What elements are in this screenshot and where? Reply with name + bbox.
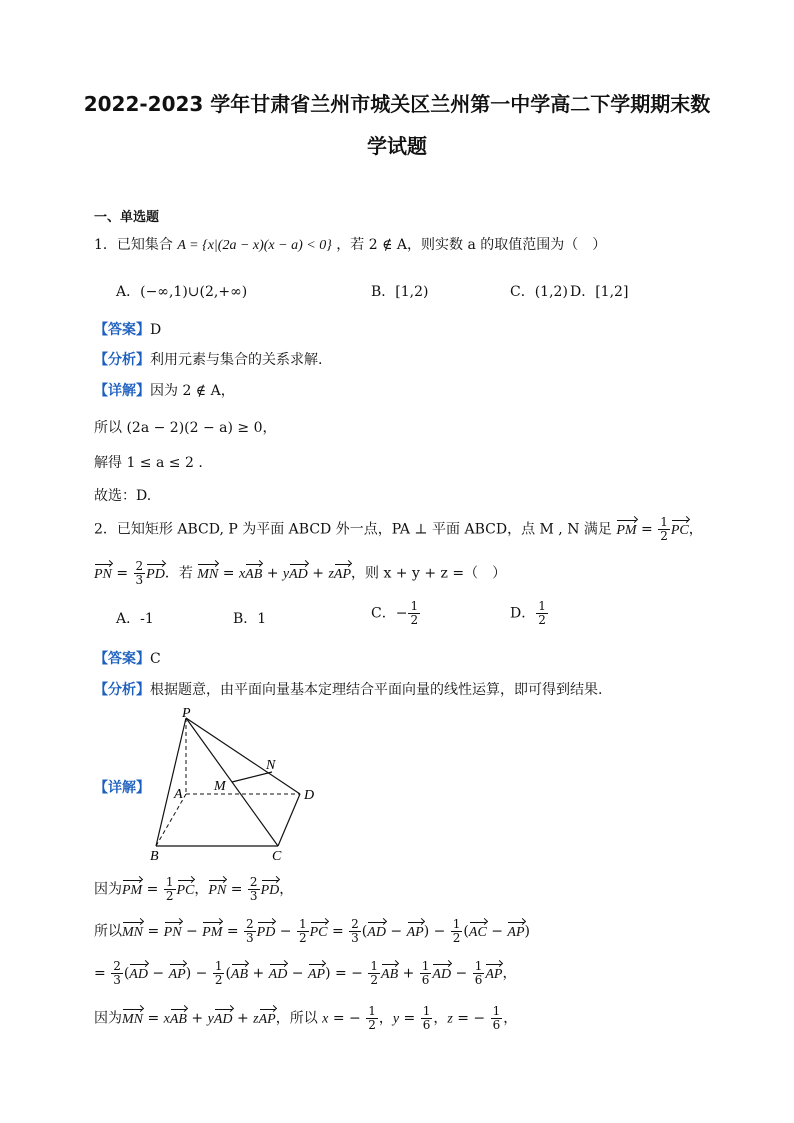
label-n: N: [266, 758, 276, 773]
q2-analysis-text: 根据题意，由平面向量基本定理结合平面向量的线性运算，即可得到结果.: [150, 682, 603, 698]
vector-pc: PC: [670, 522, 689, 538]
fraction-two-thirds: $\frac{2}{3}$: [135, 559, 144, 587]
q1-option-b: B．[1,2): [371, 284, 429, 300]
q1-answer-value: D: [150, 322, 162, 338]
edge-pd: [186, 718, 300, 794]
q1-analysis-text: 利用元素与集合的关系求解.: [150, 352, 323, 368]
vector-pm: PM: [616, 522, 637, 538]
label-m: M: [214, 779, 226, 794]
pyramid-figure: [148, 706, 348, 866]
answer-tag: 【答案】: [94, 322, 150, 338]
vector-mn: MN: [197, 566, 219, 582]
q2-detail-because: 因为PM = $\frac{1}{2}$ PC，PN = $\frac{2}{3}$ PD，: [94, 875, 294, 903]
q2-stem-line1: 2．已知矩形 ABCD, P 为平面 ABCD 外一点，PA ⊥ 平面 ABCD，点 M , N 满足 PM = $\frac{1}{2}$ PC，: [94, 515, 703, 543]
q2-option-b: B．1: [233, 611, 267, 627]
q2-analysis: 【分析】根据题意，由平面向量基本定理结合平面向量的线性运算，即可得到结果.: [94, 682, 603, 698]
q1-analysis: [94, 349, 322, 369]
q2-if-text: ．若: [164, 565, 193, 582]
label-d: D: [304, 788, 315, 803]
q2-option-d: D． $\frac{1}{2}$: [510, 599, 546, 627]
q1-detail: [94, 380, 235, 400]
q2-detail-derivation2: = $\frac{2}{3}$ (AD − AP) − $\frac{1}{2}$ (AB + AD − AP) = − $\frac{1}{2}$ AB + $\frac{1}{6}$ AD − $\frac{1}{6}$ AP，: [94, 959, 517, 987]
q2-stem-text: 2．已知矩形 ABCD, P 为平面 ABCD 外一点，PA ⊥ 平面 ABCD，点 M , N 满足: [94, 521, 612, 538]
label-c: C: [272, 849, 282, 864]
q1-stem: [94, 234, 606, 254]
label-p: P: [182, 706, 191, 721]
detail-tag: 【详解】: [94, 383, 150, 399]
q1-detail-line1: 因为 2 ∉ A，: [150, 383, 235, 399]
label-b: B: [150, 849, 159, 864]
q1-detail-line4: 故选：D.: [94, 488, 152, 504]
vector-pn: PN: [94, 566, 112, 582]
label-a: A: [174, 787, 183, 802]
q2-ask-text: ，则 x + y + z =（ ）: [351, 565, 507, 582]
fraction-one-half: $\frac{1}{2}$: [660, 515, 668, 543]
q2-answer-value: C: [150, 651, 161, 667]
edge-pb: [156, 718, 186, 846]
analysis-tag: 【分析】: [94, 352, 150, 368]
q2-detail-derivation1: 所以MN = PN − PM = $\frac{2}{3}$ PD − $\frac{1}{2}$ PC = $\frac{2}{3}$ (AD − AP) − $\frac{1}{2}$ (AC − AP): [94, 917, 530, 945]
q1-option-a: A．(−∞,1)∪(2,+∞): [116, 284, 248, 300]
q2-detail-conclusion: 因为MN = xAB + yAD + zAP，所以 x = − $\frac{1}{2}$ ，y = $\frac{1}{6}$ ，z = − $\frac{1}{6}$ ，: [94, 1004, 518, 1032]
q1-detail-line2: 所以 (2a − 2)(2 − a) ≥ 0，: [94, 420, 277, 436]
q1-number: 1．已知集合: [94, 237, 173, 253]
q2-option-c: C．− $\frac{1}{2}$: [371, 599, 419, 627]
q2-option-a: A．-1: [116, 611, 154, 627]
q1-option-d: D．[1,2]: [570, 284, 629, 300]
page-title-line1: 2022-2023 学年甘肃省兰州市城关区兰州第一中学高二下学期期末数: [83, 92, 711, 116]
q2-stem-line2: PN = $\frac{2}{3}$ PD．若 MN = xAB + yAD + zAP，则 x + y + z =（ ）: [94, 559, 507, 587]
q2-answer: 【答案】C: [94, 651, 161, 667]
q1-set-expression: A = {x|(2a − x)(x − a) < 0}: [177, 238, 332, 253]
page-title-line2: 学试题: [367, 134, 427, 158]
q1-condition: ，若 2 ∉ A，则实数 a 的取值范围为（ ）: [336, 237, 607, 253]
vector-pd: PD: [146, 566, 165, 582]
q1-option-c: C．(1,2): [510, 284, 568, 300]
q2-detail-tag: 【详解】: [94, 780, 150, 796]
q1-answer: [94, 319, 161, 339]
section-heading: 一、单选题: [94, 210, 160, 225]
q1-detail-line3: 解得 1 ≤ a ≤ 2 .: [94, 455, 203, 471]
segment-mn: [232, 772, 272, 782]
edge-cd: [278, 794, 300, 846]
